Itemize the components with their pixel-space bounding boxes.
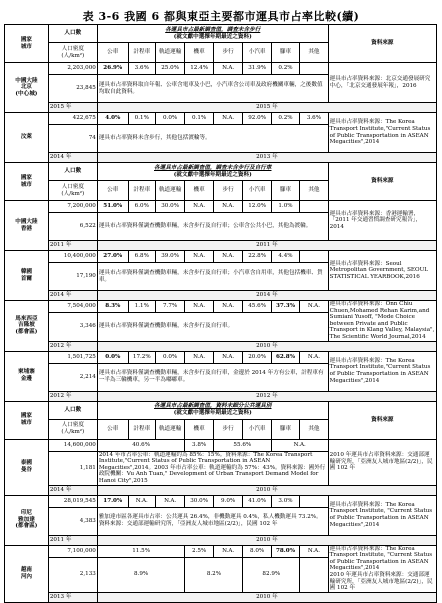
header-mode: 軌道運輸 [155, 43, 185, 63]
header-mode: 其他 [300, 181, 329, 201]
city-name: 中國大陸 香港 [5, 201, 49, 251]
mode-share-value: 20.0% [243, 351, 271, 363]
city-name: 越南 河內 [5, 545, 49, 602]
page-title: 表 3-6 我國 6 都與東亞主要都市運具市占率比較(續) [82, 10, 360, 23]
header-mode: 公車 [97, 43, 128, 63]
mode-share-value: 27.0% [97, 251, 128, 263]
mode-share-value: 17.2% [128, 351, 155, 363]
mode-share-value: 1.1% [128, 301, 155, 313]
year-label: 2014 年 [48, 485, 97, 495]
header-mode: 其他 [300, 43, 329, 63]
table-row [5, 241, 437, 251]
table-row [5, 25, 437, 43]
year-label: 2010 年 [97, 592, 436, 602]
city-name: 汶萊 [5, 113, 49, 163]
mode-share-value: N.A. [213, 63, 243, 75]
mode-share-value [300, 251, 329, 263]
population-value: 2,203,000 [48, 63, 97, 75]
year-label: 2012 年 [48, 341, 97, 351]
header-mode: 步行 [213, 43, 243, 63]
header-source: 資料來源 [328, 401, 436, 439]
mode-share-value: 8.9% [97, 557, 185, 592]
population-value: 422,675 [48, 113, 97, 125]
mode-share-value: 55.6% [213, 439, 271, 451]
mode-share-value: N.A. [185, 301, 213, 313]
table-row [5, 63, 437, 75]
mode-share-value: 9.0% [213, 495, 243, 507]
year-label: 2014 年 [48, 291, 97, 301]
table-row [5, 291, 437, 301]
table-row [5, 592, 437, 602]
section-header-line: 各運具市占最新調查值，資料未細分公共運具別 [154, 403, 272, 410]
header-mode: 其他 [300, 419, 329, 439]
mode-share-value: 0.2% [271, 113, 299, 125]
city-name: 印尼 雅加達 (都會區) [5, 495, 49, 545]
year-label: 2011 年 [48, 535, 97, 545]
table-row [5, 163, 437, 181]
density-value: 74 [48, 125, 97, 153]
mode-share-value [300, 201, 329, 213]
header-mode: 小汽車 [243, 181, 271, 201]
source-text: 運具市占率資料來源：香港運輸署，「2011 年交通習慣調查研究報告」，2014 [328, 201, 436, 241]
population-value: 7,100,000 [48, 545, 97, 557]
mode-share-value: 4.0% [97, 113, 128, 125]
year-label: 2011 年 [97, 241, 436, 251]
mode-share-value: 12.0% [243, 201, 271, 213]
mode-share-value: 6.0% [128, 201, 155, 213]
mode-share-value: 31.9% [243, 63, 271, 75]
mode-share-value: 3.0% [271, 495, 299, 507]
header-mode: 機車 [185, 181, 213, 201]
table-row [5, 251, 437, 263]
year-label: 2012 年 [97, 391, 436, 401]
header-mode: 軌道運輸 [155, 181, 185, 201]
mode-share-value: 22.8% [243, 251, 271, 263]
density-value: 2,214 [48, 363, 97, 391]
table-row [5, 103, 437, 113]
mode-share-value: 0.0% [155, 351, 185, 363]
table-row [5, 201, 437, 213]
header-mode: 步行 [213, 181, 243, 201]
mode-share-value: 40.6% [97, 439, 185, 451]
note-text: 運具市占率資料僅調查機動車輛，未含步行及自行車。 [97, 313, 328, 342]
mode-share-value: 62.8% [271, 351, 299, 363]
header-country-city: 國家 城市 [5, 163, 49, 201]
note-text: 2014 年市占率公車：軌道運輸約為 85%：15%。資料來源：The Korea Transport Institute,"Current Status of Public Transportation in ASEAN Megacities",2014。2003 年市占率公車：軌道運輸約為 57%：43%。資料來源：國外行政院機關：Vu Anh Tuan," Development of Urban Transport Demand Model for Hanoi City",2015 [97, 451, 328, 485]
mode-share-value: N.A. [271, 439, 328, 451]
header-mode: 計程車 [128, 419, 155, 439]
mode-share-value: 8.0% [243, 545, 271, 557]
mode-share-value: N.A. [128, 495, 155, 507]
table-row [5, 391, 437, 401]
year-label: 2010 年 [97, 535, 436, 545]
mode-share-value: 92.0% [243, 113, 271, 125]
mode-share-value: 30.0% [155, 201, 185, 213]
population-value: 7,200,000 [48, 201, 97, 213]
header-mode: 公車 [97, 419, 128, 439]
header-mode: 腳車 [271, 419, 299, 439]
table-row [5, 485, 437, 495]
header-source: 資料來源 [328, 163, 436, 201]
table-row [5, 351, 437, 363]
density-value: 4,383 [48, 507, 97, 535]
mode-share-value: 6.8% [128, 251, 155, 263]
mode-share-value: 37.3% [271, 301, 299, 313]
mode-share-value: N.A. [300, 301, 329, 313]
header-mode: 腳車 [271, 43, 299, 63]
header-population: 人口數 [48, 25, 97, 43]
mode-share-value: 4.4% [271, 251, 299, 263]
city-name: 馬來西亞 吉隆坡 (都會區) [5, 301, 49, 352]
comparison-table [4, 24, 437, 603]
mode-share-value [300, 557, 329, 592]
note-text: 運具市占率資料僅調查機動車輛，未含步行及自行車，金邊於 2014 年方有公車，計程車有一半為三輪機車，另一半為嘟嘟車。 [97, 363, 328, 391]
header-source: 資料來源 [328, 25, 436, 63]
density-value: 3,346 [48, 313, 97, 342]
mode-share-value: 0.0% [155, 113, 185, 125]
section-header-line: (就文獻中選擇年期最近之資料) [173, 410, 252, 417]
year-label: 2013 年 [97, 153, 436, 163]
note-text: 運具市占率資料僅調查機動車輛，未含步行及自行車；公車含公共小巴，其他為渡輪。 [97, 213, 328, 241]
mode-share-value: 25.0% [155, 63, 185, 75]
density-value: 23,845 [48, 75, 97, 103]
header-mode: 計程車 [128, 43, 155, 63]
table-row [5, 153, 437, 163]
mode-share-value: N.A. [213, 201, 243, 213]
header-mode: 機車 [185, 43, 213, 63]
section-header-line: 各運具市占最新調查值，調查未含步行及自行車 [154, 164, 272, 171]
density-value: 17,190 [48, 263, 97, 291]
header-mode: 機車 [185, 419, 213, 439]
mode-share-value: 45.6% [243, 301, 271, 313]
header-mode: 計程車 [128, 181, 155, 201]
mode-share-value: 39.0% [155, 251, 185, 263]
header-density: 人口密度 (人/km²) [48, 181, 97, 201]
note-text: 運具市占率資料未含步行，其他包括渡輪等。 [97, 125, 328, 153]
year-label: 2013 年 [48, 592, 97, 602]
table-row [5, 545, 437, 557]
mode-share-value: 2.5% [185, 545, 213, 557]
city-name: 韓國 首爾 [5, 251, 49, 301]
density-value: 2,133 [48, 557, 97, 592]
source-text: 運具市占率資料來源：The Korea Transport Institute,"Current Status of Public Transportation in ASEAN Megacities",2014 [328, 351, 436, 391]
mode-share-value: 11.5% [97, 545, 185, 557]
note-text: 運具市占率資料僅調查機動車輛，未含步行及自行車；小汽車含自用車，其他包括機車、貨車。 [97, 263, 328, 291]
population-value: 28,019,545 [48, 495, 97, 507]
table-row [5, 535, 437, 545]
density-value: 1,181 [48, 451, 97, 485]
header-country-city: 國家 城市 [5, 25, 49, 63]
header-mode: 小汽車 [243, 43, 271, 63]
mode-share-value: N.A. [213, 351, 243, 363]
year-label: 2014 年 [48, 153, 97, 163]
mode-share-value: 51.0% [97, 201, 128, 213]
population-value: 10,400,000 [48, 251, 97, 263]
mode-share-value: N.A. [213, 301, 243, 313]
table-row [5, 301, 437, 313]
source-text: 運具市占率資料來源：The Korea Transport Institute, "Current Status of Public Transportation in ASEAN Megacities",2014 [328, 495, 436, 535]
mode-share-value: 82.9% [243, 557, 300, 592]
section-header-line: (就文獻中選擇年期最近之資料) [173, 171, 252, 178]
city-name: 中國大陸 北京 (中心城) [5, 63, 49, 113]
year-label: 2010 年 [97, 485, 436, 495]
city-name: 泰國 曼谷 [5, 439, 49, 495]
mode-share-value: 26.9% [97, 63, 128, 75]
mode-share-value: N.A. [185, 351, 213, 363]
mode-share-value: 30.0% [185, 495, 213, 507]
source-text: 2010 年運具市占率資料來源：交通部運輸研究所，「亞洲友人城市地區(2/2)」，民國 102 年 [328, 439, 436, 485]
year-label: 2015 年 [48, 103, 97, 113]
source-text: 運具市占率資料來源：The Korea Transport Institute, "Current Status of Public Transportation in ASEAN Megacities",2014 2010 年運具市占率資料來源：交通部運輸研究所，「亞洲友人城市地區(2/2)」，民國 102 年 [328, 545, 436, 592]
mode-share-value: N.A. [300, 351, 329, 363]
density-value: 6,522 [48, 213, 97, 241]
mode-share-value [300, 495, 329, 507]
mode-share-value: N.A. [300, 545, 329, 557]
table-row [5, 401, 437, 419]
source-text: 運具市占率資料來源：The Korea Transport Institute,"Current Status of Public Transportation in ASEAN Megacities",2014 [328, 113, 436, 153]
header-population: 人口數 [48, 401, 97, 419]
mode-share-value: 8.3% [97, 301, 128, 313]
mode-share-value [300, 63, 329, 75]
header-population: 人口數 [48, 163, 97, 181]
mode-share-value: N.A. [213, 113, 243, 125]
mode-share-value: 1.0% [271, 201, 299, 213]
header-mode: 軌道運輸 [155, 419, 185, 439]
section-header-line: (就文獻中選擇年期最近之資料) [173, 33, 252, 40]
note-text: 運具市占率資料取自年報、公車含電車及小巴，小汽車含公司車及政府機關車輛，之後數值均取自此資料。 [97, 75, 328, 103]
header-mode: 小汽車 [243, 419, 271, 439]
mode-share-value: 8.2% [185, 557, 243, 592]
header-mode: 腳車 [271, 181, 299, 201]
mode-share-value: N.A. [185, 251, 213, 263]
mode-share-value: 0.2% [271, 63, 299, 75]
mode-share-value: 17.0% [97, 495, 128, 507]
mode-share-value: 12.4% [185, 63, 213, 75]
header-mode: 公車 [97, 181, 128, 201]
mode-share-value: 78.0% [271, 545, 299, 557]
table-row [5, 341, 437, 351]
mode-share-value: 3.8% [185, 439, 213, 451]
city-name: 柬埔寨 金邊 [5, 351, 49, 401]
source-text: 運具市占率資料來源：Seoul Metropolitan Government, SEOUL STATISTICAL YEARBOOK,2016 [328, 251, 436, 291]
mode-share-value: N.A. [185, 201, 213, 213]
population-value: 14,600,000 [48, 439, 97, 451]
mode-share-value: N.A. [213, 251, 243, 263]
source-text: 運具市占率資料來源：北京交通發展研究中心，「北京交通發展年報」，2016 [328, 63, 436, 103]
mode-share-value: N.A. [155, 495, 185, 507]
mode-share-value: 0.1% [128, 113, 155, 125]
section-header [97, 163, 328, 181]
population-value: 1,501,725 [48, 351, 97, 363]
mode-share-value: 41.0% [243, 495, 271, 507]
table-row [5, 439, 437, 451]
source-text: 運具市占率資料來源：Onn Chiu Chuen,Mohamed Rehan Karim,and Sumiani Yusoff, "Mode Choice between Private and Public Transport in Klang Valley, Malaysia", The Scientific World Journal,2014 [328, 301, 436, 342]
year-label: 2012 年 [48, 391, 97, 401]
section-header [97, 25, 328, 43]
year-label: 2010 年 [97, 341, 436, 351]
header-country-city: 國家 城市 [5, 401, 49, 439]
mode-share-value: 3.6% [128, 63, 155, 75]
year-label: 2011 年 [48, 241, 97, 251]
table-row [5, 113, 437, 125]
mode-share-value: 7.7% [155, 301, 185, 313]
mode-share-value: 3.6% [300, 113, 329, 125]
year-label: 2015 年 [97, 103, 436, 113]
table-row [5, 495, 437, 507]
mode-share-value: N.A. [213, 545, 243, 557]
header-mode: 步行 [213, 419, 243, 439]
section-header [97, 401, 328, 419]
section-header-line: 各運具市占最新調查值，調查未含步行 [165, 26, 261, 33]
population-value: 7,504,000 [48, 301, 97, 313]
mode-share-value: 0.0% [97, 351, 128, 363]
header-density: 人口密度 (人/km²) [48, 419, 97, 439]
header-density: 人口密度 (人/km²) [48, 43, 97, 63]
year-label: 2014 年 [97, 291, 436, 301]
note-text: 雅加達市區各運具市占率：公共運具 26.4%，非機動運具 0.4%，私人機動運具 73.2%。資料來源：交通部運輸研究所，「亞洲友人城市地區(2/2)」，民國 102 年 [97, 507, 328, 535]
mode-share-value: 0.1% [185, 113, 213, 125]
